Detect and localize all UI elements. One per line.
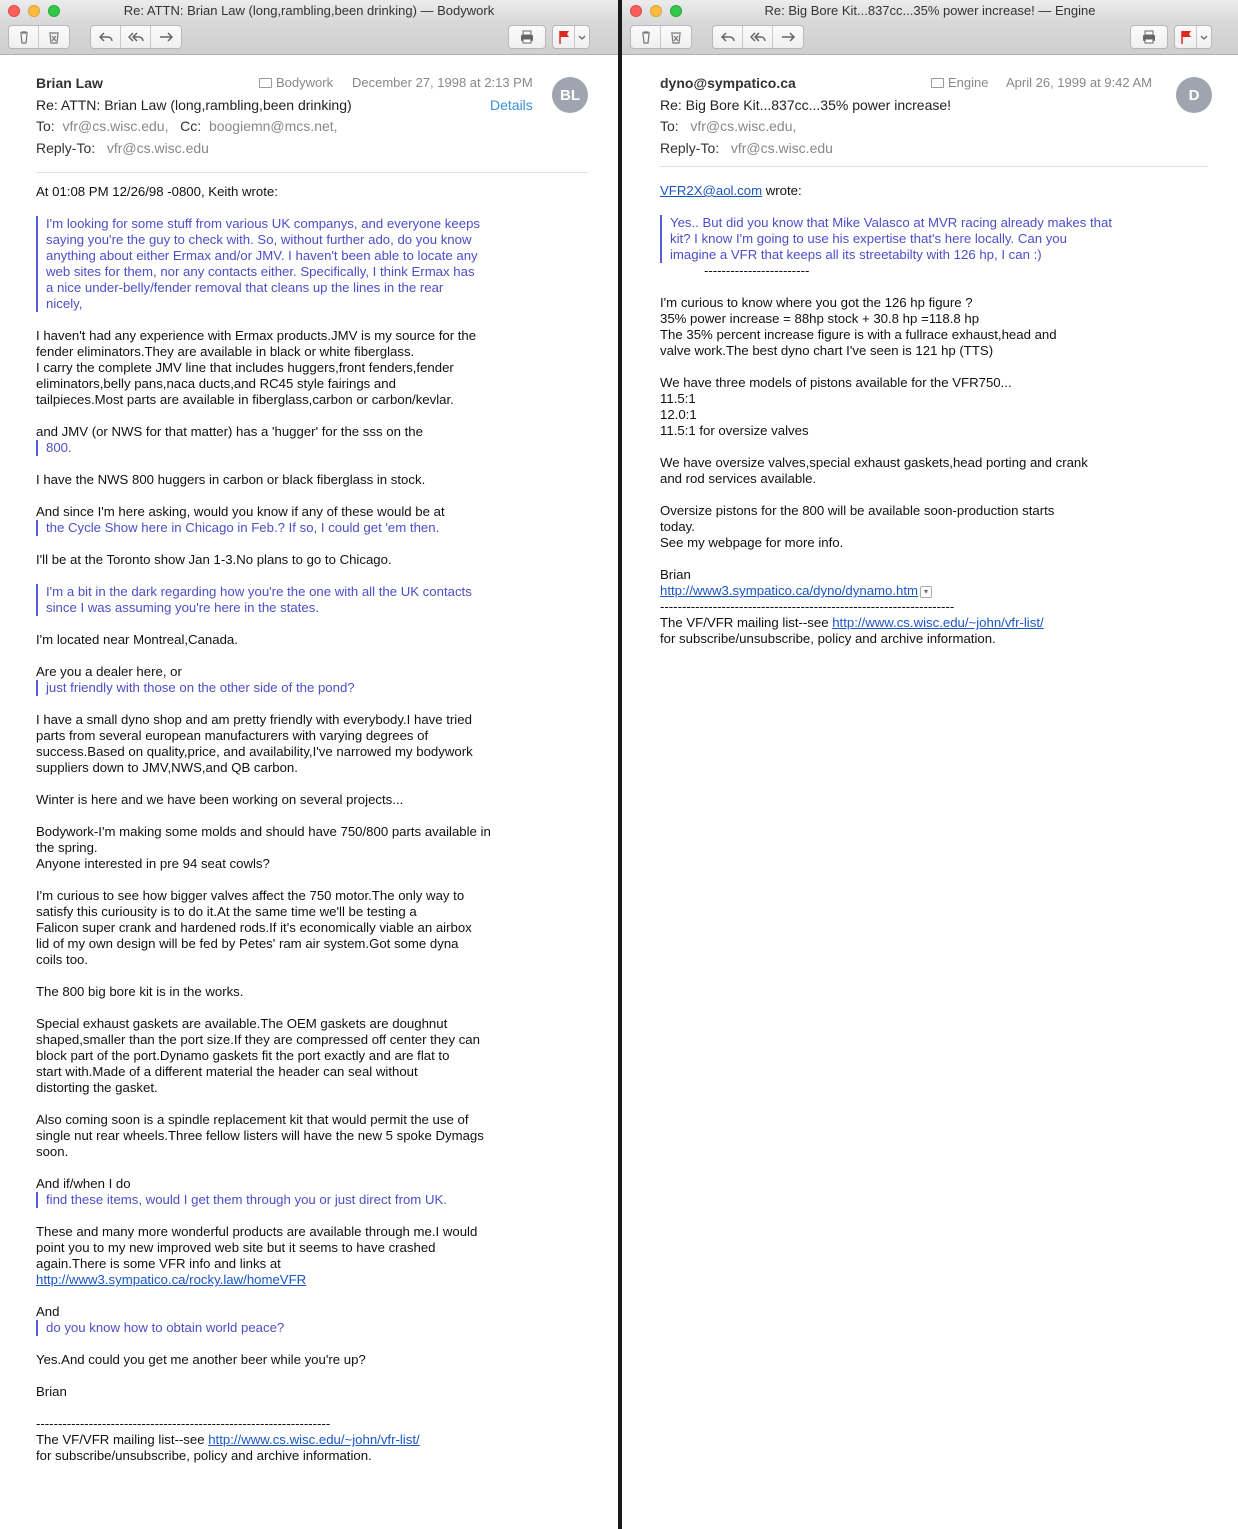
junk-button[interactable] bbox=[39, 26, 69, 48]
body-paragraph: And since I'm here asking, would you know if any of these would be at bbox=[36, 504, 445, 519]
body-paragraph: Are you a dealer here, or bbox=[36, 664, 182, 679]
cc-recipient[interactable]: boogiemn@mcs.net, bbox=[208, 118, 338, 134]
footer-line: The VF/VFR mailing list--see http://www.cs.wisc.edu/~john/vfr-list/ bbox=[36, 1432, 420, 1447]
body-paragraph: I'll be at the Toronto show Jan 1-3.No plans to go to Chicago. bbox=[36, 552, 392, 567]
body-paragraph: And if/when I do bbox=[36, 1176, 131, 1191]
flag-menu-button[interactable] bbox=[575, 26, 589, 48]
message-date: December 27, 1998 at 2:13 PM bbox=[352, 75, 533, 90]
reply-all-button[interactable] bbox=[743, 26, 773, 48]
reply-all-icon bbox=[128, 30, 144, 44]
quoted-text: find these items, would I get them through you or just direct from UK. bbox=[36, 1192, 536, 1208]
chevron-down-icon bbox=[575, 30, 589, 44]
message-header bbox=[622, 55, 1238, 175]
quoted-text: do you know how to obtain world peace? bbox=[36, 1320, 536, 1336]
minimize-window-button[interactable] bbox=[28, 5, 40, 17]
chevron-down-icon bbox=[1197, 30, 1211, 44]
body-paragraph: The 800 big bore kit is in the works. bbox=[36, 984, 244, 999]
window-title: Re: ATTN: Brian Law (long,rambling,been drinking) — Bodywork bbox=[123, 3, 495, 18]
reply-all-button[interactable] bbox=[121, 26, 151, 48]
mail-window-left bbox=[0, 0, 618, 1529]
reply-button[interactable] bbox=[91, 26, 121, 48]
footer-separator: ------------------------------------------------------------------- bbox=[660, 599, 955, 614]
toolbar bbox=[0, 22, 618, 55]
body-paragraph: I have a small dyno shop and am pretty friendly with everybody.I have tried parts from several european manufacturers with varying degrees of success.Based on quality,price, and availability,I've narrowed my bodywork suppliers down to JMV,NWS,and QB carbon. bbox=[36, 712, 473, 775]
body-paragraph: Bodywork-I'm making some molds and should have 750/800 parts available in the spring. Anyone interested in pre 94 seat cowls? bbox=[36, 824, 491, 871]
delete-button[interactable] bbox=[9, 26, 39, 48]
body-paragraph: I'm curious to see how bigger valves affect the 750 motor.The only way to satisfy this curiousity is to do it.At the same time we'll be testing a Falicon super crank and hardened rods.If it's economically viable an airbox lid of my own design will be fed by Petes' ram air system.Got some dyna coils too. bbox=[36, 888, 472, 967]
mail-window-right bbox=[622, 0, 1238, 1529]
to-recipient[interactable]: vfr@cs.wisc.edu, bbox=[690, 118, 797, 134]
close-window-button[interactable] bbox=[8, 5, 20, 17]
print-icon bbox=[1141, 30, 1157, 44]
reply-icon bbox=[98, 30, 114, 44]
message-header bbox=[0, 55, 618, 175]
footer-line: for subscribe/unsubscribe, policy and archive information. bbox=[36, 1448, 372, 1463]
reply-icon bbox=[720, 30, 736, 44]
signature: Brian bbox=[36, 1384, 67, 1399]
to-line: To: vfr@cs.wisc.edu, bbox=[660, 118, 797, 134]
subject: Re: ATTN: Brian Law (long,rambling,been drinking) bbox=[36, 97, 352, 113]
reply-button[interactable] bbox=[713, 26, 743, 48]
quoted-text: Yes.. But did you know that Mike Valasco at MVR racing already makes that kit? I know I'm going to use his expertise that's here locally. Can you imagine a VFR that keeps all its streetabilty with 126 hp, I can :) bbox=[660, 215, 1180, 263]
body-paragraph: These and many more wonderful products are available through me.I would point you to my new improved web site but it seems to have crashed again.There is some VFR info and links at bbox=[36, 1224, 478, 1271]
reply-to-line: Reply-To: vfr@cs.wisc.edu bbox=[660, 140, 833, 156]
trash-icon bbox=[16, 30, 32, 44]
junk-icon bbox=[46, 30, 62, 44]
body-paragraph: and JMV (or NWS for that matter) has a 'hugger' for the sss on the bbox=[36, 424, 423, 439]
mailbox-label[interactable]: Engine bbox=[931, 75, 988, 90]
sender-name[interactable]: dyno@sympatico.ca bbox=[660, 75, 796, 91]
mailing-list-link[interactable]: http://www.cs.wisc.edu/~john/vfr-list/ bbox=[208, 1432, 420, 1447]
quoted-text: 800. bbox=[36, 440, 536, 456]
webpage-link[interactable]: http://www3.sympatico.ca/dyno/dynamo.htm bbox=[660, 583, 918, 598]
to-recipient[interactable]: vfr@cs.wisc.edu, bbox=[62, 118, 169, 134]
mailing-list-link[interactable]: http://www.cs.wisc.edu/~john/vfr-list/ bbox=[832, 615, 1044, 630]
website-link[interactable]: http://www3.sympatico.ca/rocky.law/homeVFR bbox=[36, 1272, 307, 1287]
body-paragraph: We have three models of pistons available for the VFR750... 11.5:1 12.0:1 11.5:1 for oversize valves bbox=[660, 375, 1012, 438]
avatar: BL bbox=[552, 77, 588, 113]
title-bar[interactable] bbox=[0, 0, 618, 22]
body-paragraph: I'm located near Montreal,Canada. bbox=[36, 632, 238, 647]
avatar: D bbox=[1176, 77, 1212, 113]
body-paragraph: Special exhaust gaskets are available.The OEM gaskets are doughnut shaped,smaller than the port size.If they are compressed off center they can block part of the port.Dynamo gaskets fit the port exactly and are flat to start with.Made of a different material the header can seal without distorting the gasket. bbox=[36, 1016, 480, 1095]
title-bar[interactable] bbox=[622, 0, 1238, 22]
quoted-text: I'm a bit in the dark regarding how you're the one with all the UK contacts since I was assuming you're here in the states. bbox=[36, 584, 536, 616]
body-paragraph: Oversize pistons for the 800 will be available soon-production starts today. See my webpage for more info. bbox=[660, 503, 1055, 550]
body-paragraph: At 01:08 PM 12/26/98 -0800, Keith wrote: bbox=[36, 184, 278, 199]
body-paragraph: Winter is here and we have been working on several projects... bbox=[36, 792, 404, 807]
print-button[interactable] bbox=[1131, 26, 1167, 48]
sender-name[interactable]: Brian Law bbox=[36, 75, 103, 91]
flag-icon bbox=[1178, 30, 1194, 44]
message-date: April 26, 1999 at 9:42 AM bbox=[1006, 75, 1152, 90]
mailbox-label[interactable]: Bodywork bbox=[259, 75, 333, 90]
window-title: Re: Big Bore Kit...837cc...35% power increase! — Engine bbox=[764, 3, 1096, 18]
folder-icon bbox=[931, 78, 944, 88]
flag-menu-button[interactable] bbox=[1197, 26, 1211, 48]
details-link[interactable]: Details bbox=[490, 97, 533, 113]
forward-button[interactable] bbox=[773, 26, 803, 48]
reply-to-line: Reply-To: vfr@cs.wisc.edu bbox=[36, 140, 209, 156]
body-paragraph: We have oversize valves,special exhaust gaskets,head porting and crank and rod services available. bbox=[660, 455, 1088, 486]
flag-button[interactable] bbox=[553, 26, 575, 48]
zoom-window-button[interactable] bbox=[48, 5, 60, 17]
close-window-button[interactable] bbox=[630, 5, 642, 17]
signature: Brian bbox=[660, 567, 691, 582]
forward-button[interactable] bbox=[151, 26, 181, 48]
flag-icon bbox=[556, 30, 572, 44]
footer-separator: ------------------------------------------------------------------- bbox=[36, 1416, 331, 1431]
toolbar bbox=[622, 22, 1238, 55]
message-body bbox=[36, 184, 536, 1464]
body-paragraph: Yes.And could you get me another beer while you're up? bbox=[36, 1352, 366, 1367]
body-paragraph: I'm curious to know where you got the 126 hp figure ? 35% power increase = 88hp stock + 30.8 hp =118.8 hp The 35% percent increase figure is with a fullrace exhaust,head and valve work.The best dyno chart I've seen is 121 hp (TTS) bbox=[660, 295, 1057, 358]
quote-separator: ------------------------ bbox=[660, 263, 810, 278]
trash-icon bbox=[638, 30, 654, 44]
attribution-line: VFR2X@aol.com wrote: bbox=[660, 183, 802, 198]
junk-button[interactable] bbox=[661, 26, 691, 48]
flag-button[interactable] bbox=[1175, 26, 1197, 48]
header-divider bbox=[660, 166, 1208, 167]
header-divider bbox=[36, 172, 588, 173]
reply-all-icon bbox=[750, 30, 766, 44]
print-button[interactable] bbox=[509, 26, 545, 48]
reply-to-address[interactable]: vfr@cs.wisc.edu bbox=[106, 140, 209, 156]
quoted-text: the Cycle Show here in Chicago in Feb.? If so, I could get 'em then. bbox=[36, 520, 536, 536]
zoom-window-button[interactable] bbox=[670, 5, 682, 17]
minimize-window-button[interactable] bbox=[650, 5, 662, 17]
forward-icon bbox=[780, 30, 796, 44]
webpage-line bbox=[660, 583, 1180, 599]
print-icon bbox=[519, 30, 535, 44]
to-line: To: vfr@cs.wisc.edu, Cc: boogiemn@mcs.net, bbox=[36, 118, 338, 134]
quoted-text: just friendly with those on the other side of the pond? bbox=[36, 680, 536, 696]
body-paragraph: I haven't had any experience with Ermax products.JMV is my source for the fender eliminators.They are available in black or white fiberglass. I carry the complete JMV line that includes huggers,front fenders,fender eliminators,belly pans,naca ducts,and RC45 style fairings and tailpieces.Most parts are available in fiberglass,carbon or carbon/kevlar. bbox=[36, 328, 477, 407]
footer-line: for subscribe/unsubscribe, policy and archive information. bbox=[660, 631, 996, 646]
message-body bbox=[660, 183, 1180, 647]
forward-icon bbox=[158, 30, 174, 44]
quoted-text: I'm looking for some stuff from various UK companys, and everyone keeps saying you're the guy to check with. So, without further ado, do you know anything about either Ermax and/or JMV. I haven't been able to locate any web sites for them, nor any contacts either. Specifically, I think Ermax has a nice under-belly/fender removal that cleans up the lines in the rear nicely, bbox=[36, 216, 536, 312]
body-paragraph: I have the NWS 800 huggers in carbon or black fiberglass in stock. bbox=[36, 472, 426, 487]
body-paragraph: And bbox=[36, 1304, 60, 1319]
reply-to-address[interactable]: vfr@cs.wisc.edu bbox=[730, 140, 833, 156]
folder-icon bbox=[259, 78, 272, 88]
chevron-down-icon[interactable]: ▾ bbox=[920, 586, 932, 598]
author-email-link[interactable]: VFR2X@aol.com bbox=[660, 183, 763, 198]
junk-icon bbox=[668, 30, 684, 44]
footer-line: The VF/VFR mailing list--see http://www.cs.wisc.edu/~john/vfr-list/ bbox=[660, 615, 1044, 630]
body-paragraph: Also coming soon is a spindle replacement kit that would permit the use of single nut rear wheels.Three fellow listers will have the new 5 spoke Dymags soon. bbox=[36, 1112, 484, 1159]
subject: Re: Big Bore Kit...837cc...35% power increase! bbox=[660, 97, 952, 113]
delete-button[interactable] bbox=[631, 26, 661, 48]
